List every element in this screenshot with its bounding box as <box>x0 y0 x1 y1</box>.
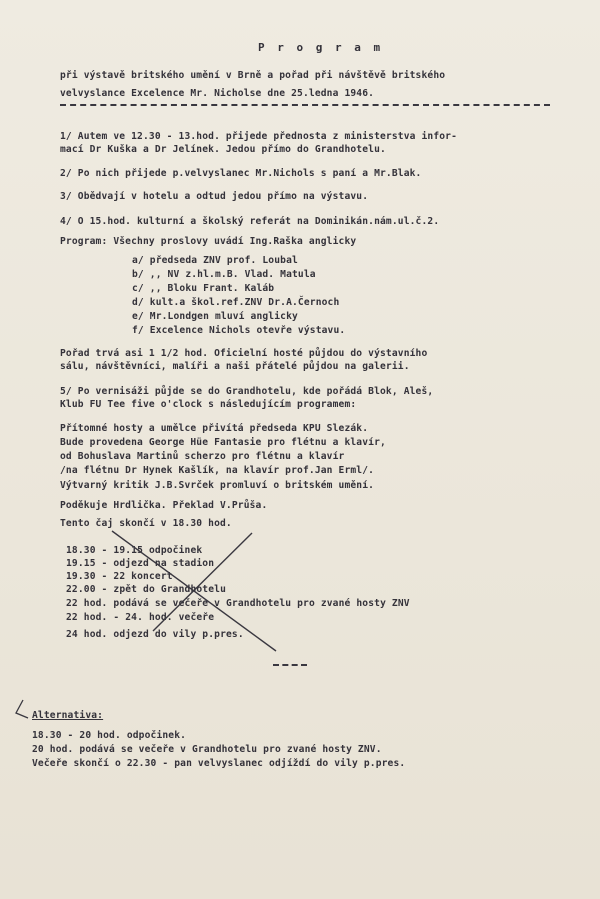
heading-line: velvyslance Excelence Mr. Nicholse dne 25.ledna 1946. <box>60 88 375 99</box>
speaker-b: b/ ,, NV z.hl.m.B. Vlad. Matula <box>132 269 316 280</box>
item-5-line: Poděkuje Hrdlička. Překlad V.Průša. <box>60 500 268 511</box>
item-5-line: /na flétnu Dr Hynek Kašlík, na klavír prof.Jan Erml/. <box>60 465 375 476</box>
item-5-line: Bude provedena George Hüe Fantasie pro flétnu a klavír, <box>60 437 386 448</box>
item-3-line: 3/ Obědvají v hotelu a odtud jedou přímo na výstavu. <box>60 191 369 202</box>
schedule-line: 24 hod. odjezd do vily p.pres. <box>66 629 244 640</box>
item-2-line: 2/ Po nich přijede p.velvyslanec Mr.Nichols s paní a Mr.Blak. <box>60 168 422 179</box>
item-4-line: Pořad trvá asi 1 1/2 hod. Oficielní hosté půjdou do výstavního <box>60 348 428 359</box>
item-1-line: 1/ Autem ve 12.30 - 13.hod. přijede přednosta z ministerstva infor- <box>60 131 458 142</box>
heading-line: při výstavě britského umění v Brně a pořad při návštěvě britského <box>60 70 446 81</box>
item-1-line: mací Dr Kuška a Dr Jelínek. Jedou přímo do Grandhotelu. <box>60 144 386 155</box>
item-5-line: Přítomné hosty a umělce přivítá předseda KPU Slezák. <box>60 423 369 434</box>
item-4-line: Program: Všechny proslovy uvádí Ing.Raška anglicky <box>60 236 357 247</box>
item-5-line: Klub FU Tee five o'clock s následujícím programem: <box>60 399 357 410</box>
alternative-line: Večeře skončí o 22.30 - pan velvyslanec odjíždí do vily p.pres. <box>32 758 406 769</box>
schedule-line: 22 hod. - 24. hod. večeře <box>66 612 215 623</box>
schedule-line: 19.30 - 22 koncert <box>66 571 173 582</box>
speaker-a: a/ předseda ZNV prof. Loubal <box>132 255 298 266</box>
item-5-line: Tento čaj skončí v 18.30 hod. <box>60 518 232 529</box>
item-4-line: 4/ O 15.hod. kulturní a školský referát na Dominikán.nám.ul.č.2. <box>60 216 440 227</box>
schedule-line: 18.30 - 19.15 odpočinek <box>66 545 203 556</box>
item-5-line: Výtvarný kritik J.B.Svrček promluví o britském umění. <box>60 480 375 491</box>
alternative-heading: Alternativa: <box>32 710 104 721</box>
schedule-line: 19.15 - odjezd na stadion <box>66 558 215 569</box>
alternative-line: 18.30 - 20 hod. odpočinek. <box>32 730 187 741</box>
speaker-f: f/ Excelence Nichols otevře výstavu. <box>132 325 346 336</box>
speaker-d: d/ kult.a škol.ref.ZNV Dr.A.Černoch <box>132 297 340 308</box>
schedule-line: 22.00 - zpět do Grandhotelu <box>66 584 226 595</box>
item-5-line: 5/ Po vernisáži půjde se do Grandhotelu, kde pořádá Blok, Aleš, <box>60 386 434 397</box>
item-5-line: od Bohuslava Martinů scherzo pro flétnu a klavír <box>60 451 345 462</box>
speaker-c: c/ ,, Bloku Frant. Kaláb <box>132 283 275 294</box>
item-4-line: sálu, návštěvníci, malíři a naši přátelé půjdou na galerii. <box>60 361 410 372</box>
schedule-line: 22 hod. podává se večeře v Grandhotelu pro zvané hosty ZNV <box>66 598 410 609</box>
alternative-line: 20 hod. podává se večeře v Grandhotelu pro zvané hosty ZNV. <box>32 744 382 755</box>
page-title: P r o g r a m <box>258 41 384 54</box>
speaker-e: e/ Mr.Londgen mluví anglicky <box>132 311 298 322</box>
